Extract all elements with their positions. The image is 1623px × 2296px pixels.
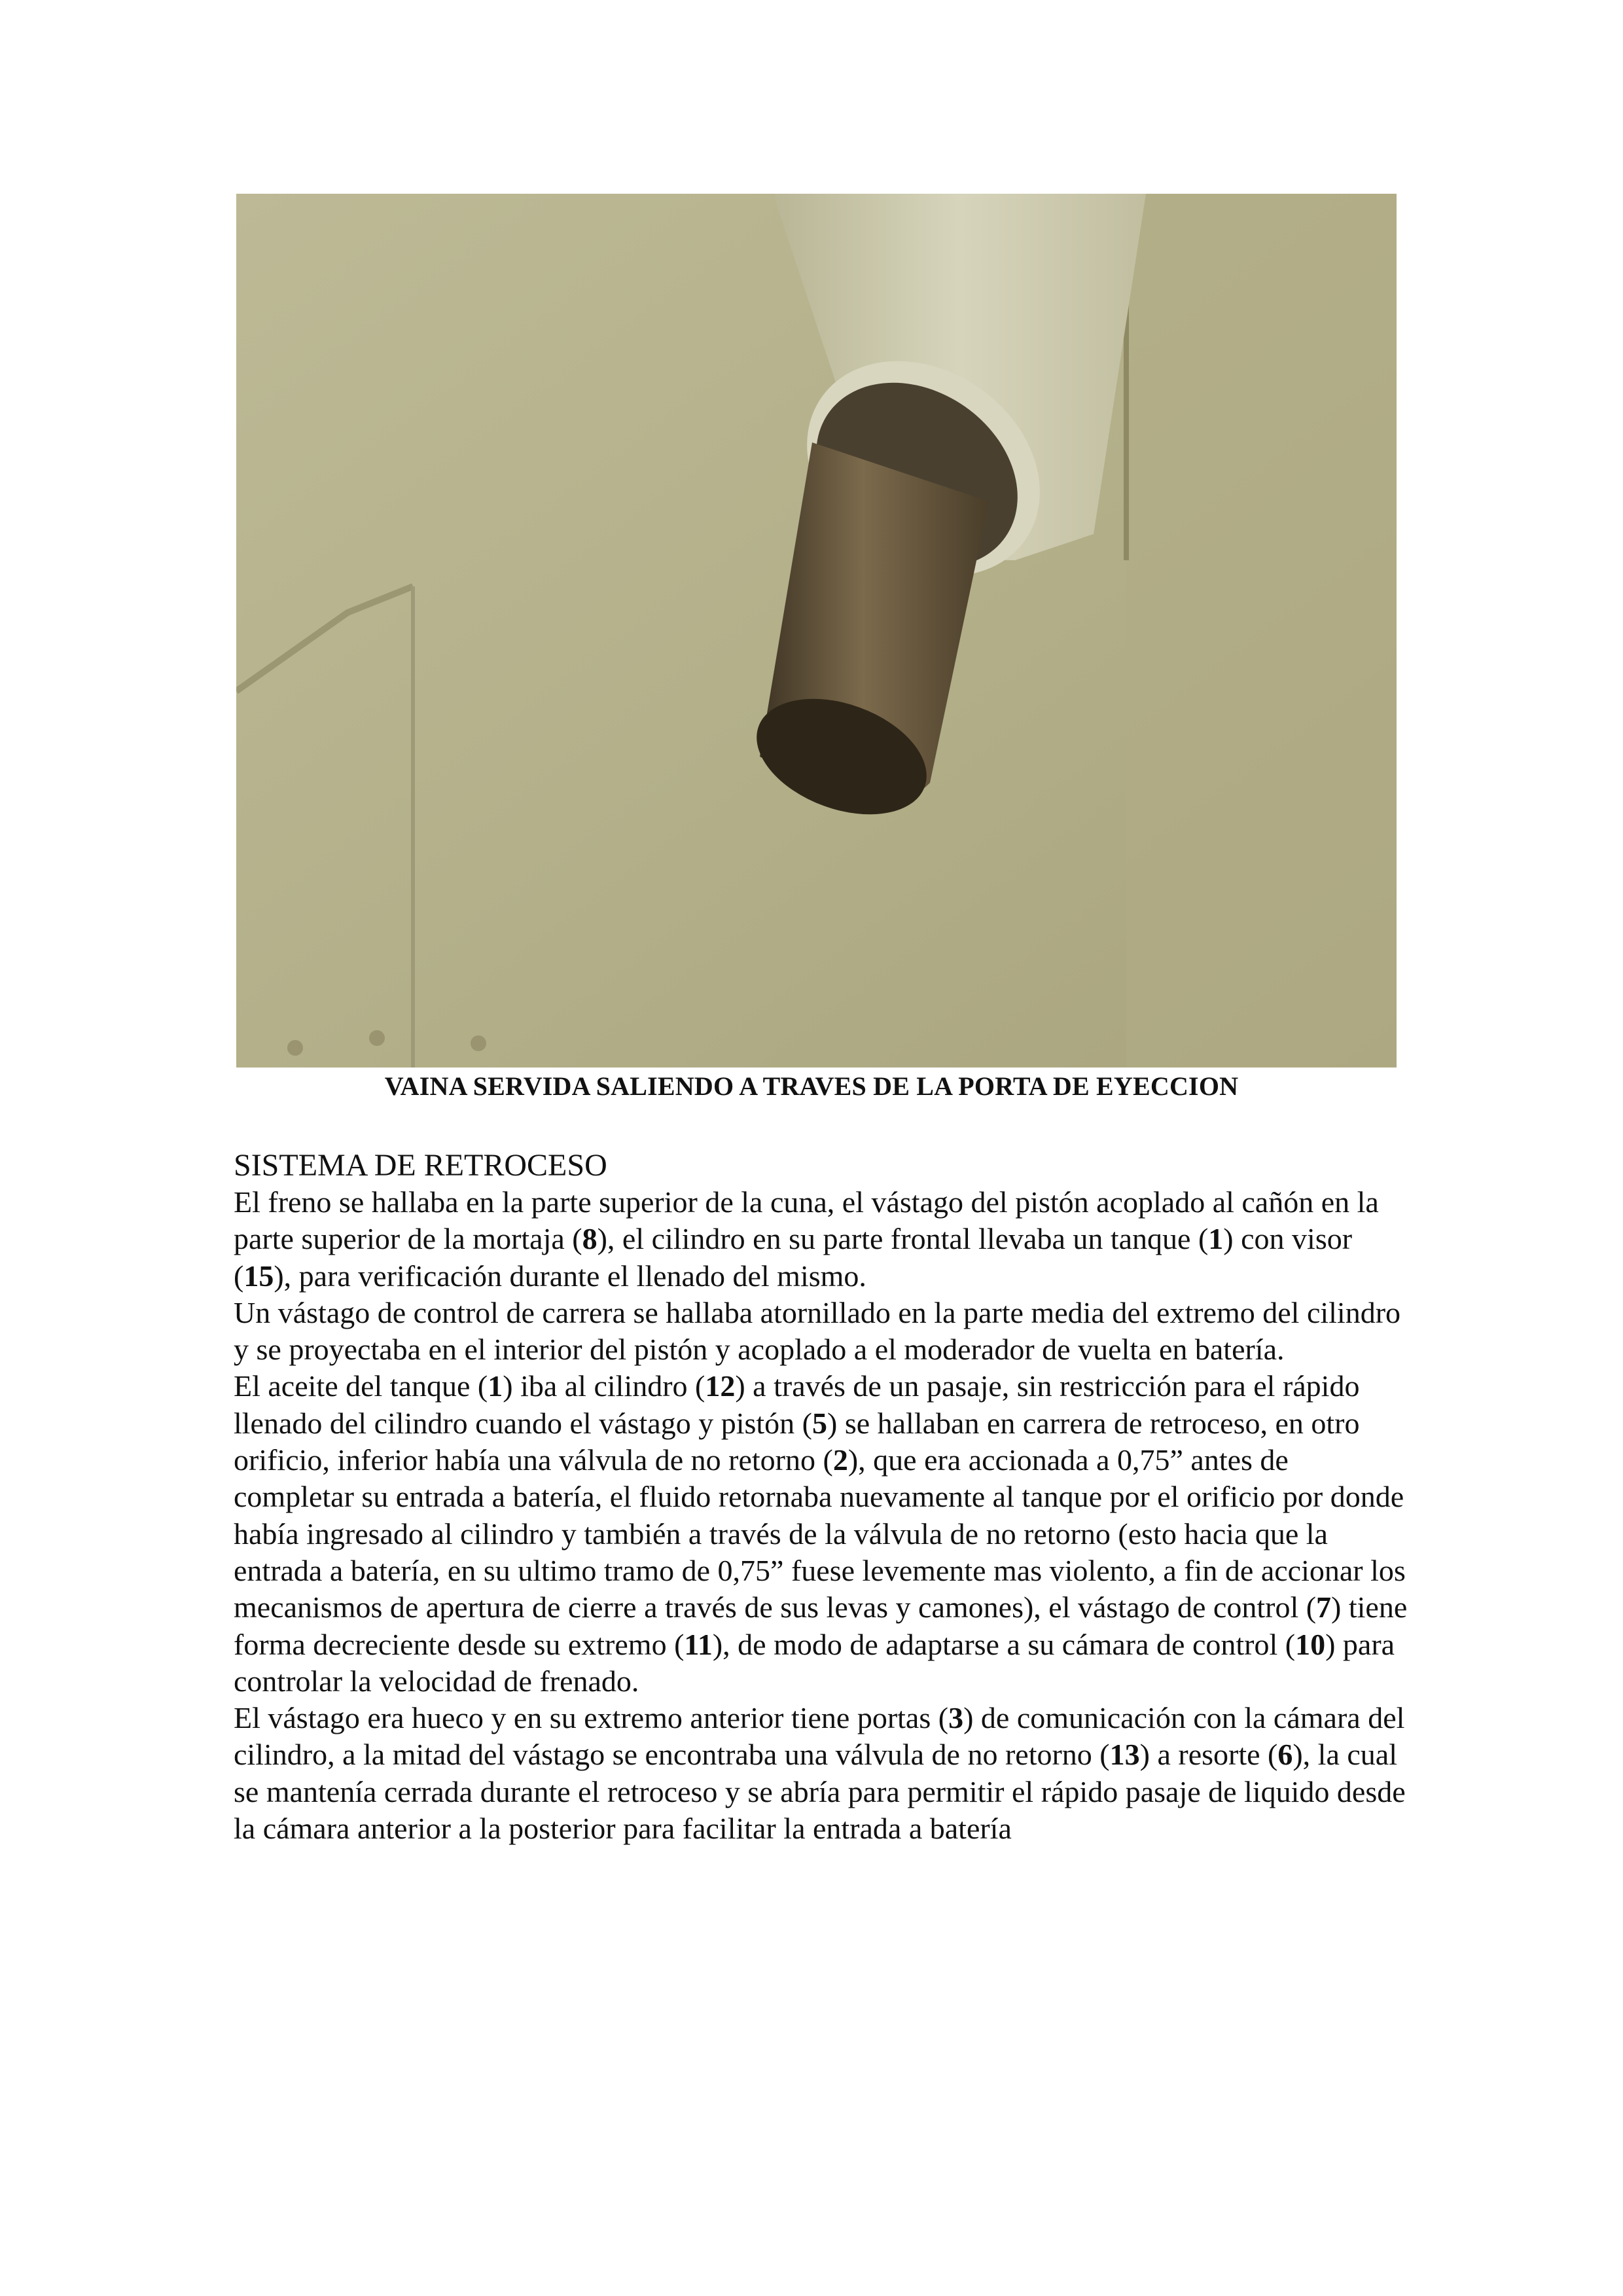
section-body [234,1147,1412,1847]
text-run: ) para controlar la velocidad de frenado. [234,1627,1395,1698]
reference-number: 1 [488,1369,503,1403]
reference-number: 5 [812,1406,827,1440]
text-run: ), de modo de adaptarse a su cámara de control ( [712,1627,1296,1661]
reference-number: 2 [832,1443,848,1477]
text-run: ), el cilindro en su parte frontal llevaba un tanque ( [597,1222,1209,1256]
text-run: ) tiene forma decreciente desde su extremo ( [234,1590,1408,1661]
text-run: El aceite del tanque ( [234,1369,488,1403]
paragraph-1 [234,1184,1412,1295]
reference-number: 12 [705,1369,736,1403]
section-title: SISTEMA DE RETROCESO [234,1148,607,1183]
reference-number: 3 [948,1701,964,1735]
text-run: ) se hallaban en carrera de retroceso, en otro orificio, inferior había una válvula de no retorno ( [234,1406,1360,1477]
reference-number: 6 [1277,1738,1293,1772]
text-run: ), la cual se mantenía cerrada durante el retroceso y se abría para permitir el rápido pasaje de liquido desde la cámara anterior a la posterior para facilitar la entrada a batería [234,1738,1406,1846]
reference-number: 15 [243,1259,274,1293]
reference-number: 11 [684,1627,713,1661]
text-run: ), para verificación durante el llenado del mismo. [274,1259,866,1293]
text-run: ) de comunicación con la cámara del cilindro, a la mitad del vástago se encontraba una válvula de no retorno ( [234,1701,1405,1772]
text-run: ) iba al cilindro ( [503,1369,705,1403]
reference-number: 7 [1316,1590,1332,1624]
reference-number: 10 [1295,1627,1326,1661]
text-run: ) con visor ( [234,1222,1353,1293]
figure-caption: VAINA SERVIDA SALIENDO A TRAVES DE LA PORTA DE EYECCION [384,1071,1239,1101]
text-run: ) a través de un pasaje, sin restricción para el rápido llenado del cilindro cuando el vástago y pistón ( [234,1369,1360,1440]
photo-spent-case-ejection [236,194,1397,1067]
photo-illustration [236,194,1397,1067]
text-run: ), que era accionada a 0,75” antes de completar su entrada a batería, el fluido retornaba nuevamente al tanque por el orificio por donde había ingresado al cilindro y también a través de la válvula de no retorno (esto hacia que la entrada a batería, en su ultimo tramo de 0,75” fuese levemente mas violento, a fin de accionar los mecanismos de apertura de cierre a través de sus levas y camones), el vástago de control ( [234,1443,1406,1624]
reference-number: 1 [1208,1222,1224,1256]
text-run: El freno se hallaba en la parte superior de la cuna, el vástago del pistón acoplado al cañón en la parte superior de la mortaja ( [234,1185,1379,1256]
paragraph-3 [234,1368,1412,1700]
text-run: ) a resorte ( [1139,1738,1278,1772]
paragraph-2 [234,1295,1412,1369]
text-run: Un vástago de control de carrera se hallaba atornillado en la parte media del extremo del cilindro y se proyectaba en el interior del pistón y acoplado a el moderador de vuelta en batería. [234,1295,1401,1367]
reference-number: 8 [582,1222,597,1256]
text-run: El vástago era hueco y en su extremo anterior tiene portas ( [234,1701,949,1735]
reference-number: 13 [1109,1738,1140,1772]
paragraph-4 [234,1700,1412,1847]
paragraph-list [234,1184,1412,1847]
